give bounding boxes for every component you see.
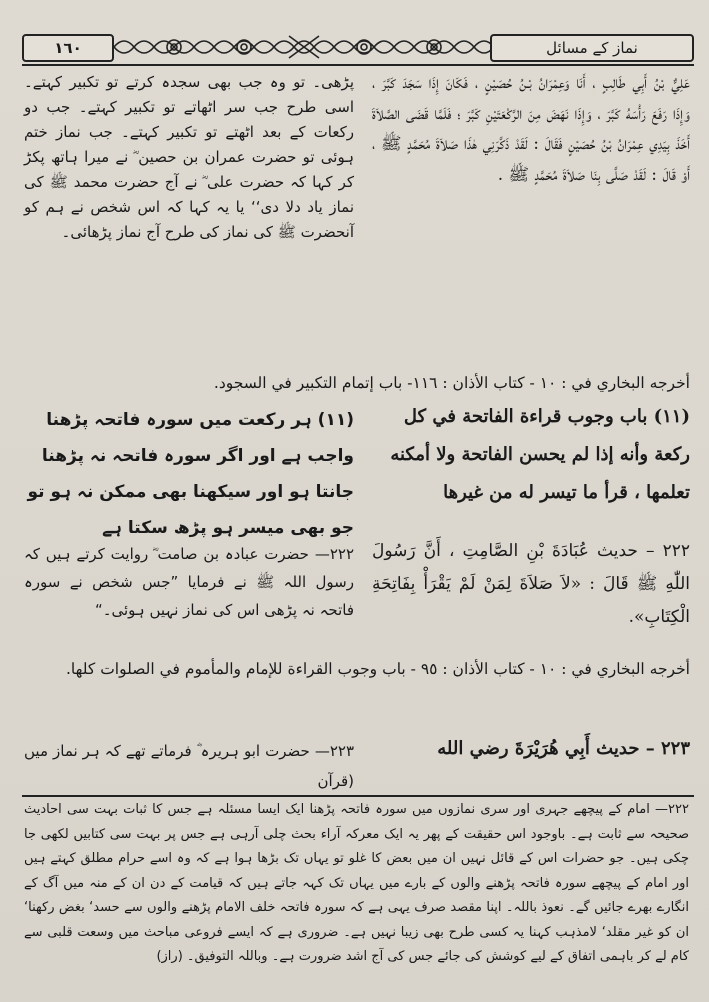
page-number: ١٦٠ [22,34,114,62]
chapter-title: نماز کے مسائل [490,34,694,62]
hadith-222-arabic: ٢٢٢ – حديث عُبَادَةَ بْنِ الصَّامِتِ ، أَنَّ رَسُولَ اللّٰهِ ﷺ قَالَ : «لاَ صَلاَةَ لِمَنْ لَمْ يَقْرَأْ بِفَاتِحَةِ الْكِتَابِ». [372,541,690,627]
page-header [22,32,694,62]
hadith-223-arabic: ٢٢٣ – حديث أَبِي هُرَيْرَةَ رضي الله [437,738,690,759]
hadith-221-urdu: پڑھی۔ تو وہ جب بھی سجدہ کرتے تو تکبیر کہتے۔ اسی طرح جب سر اٹھاتے تو تکبیر کہتے۔ جب دو رکعات کے بعد اٹھتے تو تکبیر کہتے۔ جب نماز ختم ہوئی تو حضرت عمران بن حصین ؓ نے میرا ہاتھ پکڑ کر کہا کہ حضرت علی ؓ نے آج حضرت محمد ﷺ کی نماز یاد دلا دی‘‘ یا یہ کہا کہ اس شخص نے ہم کو آنحضرت ﷺ کی نماز کی طرح آج نماز پڑھائی۔ [24,73,354,241]
decorative-ornament-band [114,32,494,62]
footnote-text: ۲۲۲— امام کے پیچھے جہری اور سری نمازوں میں سورہ فاتحہ پڑھنا ایک ایسا مسئلہ ہے جس کا ثبات بہت سی احادیث صحیحہ سے ثابت ہے۔ باوجود اس حقیقت کے پھر یہ ایک معرکہ آراء بحث چلی آرہی ہے جس پر بہت سی کتابیں لکھی جا چکی ہیں۔ جو حضرات اس کے قائل نہیں ان میں بعض کا غلو تو یہاں تک بڑھا ہوا ہے کہ وہ اسے حرام مطلق کہتے ہیں اور امام کے پیچھے سورہ فاتحہ پڑھنے والوں کے بارے میں یہاں تک کہہ جاتے ہیں کہ قیامت کے دن ان کے منہ میں آگ کے انگارے بھرے جائیں گے۔ نعوذ باللہ۔ اپنا مقصد صرف یہی ہے کہ سورہ فاتحہ خلف الامام پڑھنے والوں سے حسد‘ بغض رکھنا‘ ان کو غیر مقلد‘ لامذہب کہنا یہ کسی طرح بھی زیبا نہیں ہے۔ ضروری ہے کہ ایسے فروعی مباحث میں وسعت قلبی سے کام لے کر باہمی اتفاق کے لیے کوشش کی جائے جس کی آج اشد ضرورت ہے۔ وباللہ التوفیق۔ (راز) [24,802,689,964]
header-divider [22,64,694,66]
hadith-222-urdu: ۲۲۲— حضرت عبادہ بن صامت ؓ روایت کرتے ہیں کہ رسول اللہ ﷺ نے فرمایا ”جس شخص نے سورہ فاتحہ نہ پڑھی اس کی نماز نہیں ہوئی۔“ [24,545,354,619]
hadith-221-source: أخرجه البخاري في : ١٠ - كتاب الأذان : ١١٦- باب إتمام التكبير في السجود. [213,374,690,392]
footnote-divider [22,795,694,797]
chapter-11-arabic-title: (١١) باب وجوب قراءة الفاتحة في كل ركعة وأنه إذا لم يحسن الفاتحة ولا أمكنه تعلمها ، قرأ ما تيسر له من غيرها [390,406,690,503]
hadith-221-arabic: عَلِيٌّ بْنُ أَبِي طَالِبٍ ، أَنَا وَعِمْرَانُ بْـنُ حُصَيْنٍ ، فَكَانَ إِذَا سَجَدَ كَبَّرَ ، وَإِذَا رَفَعَ رَأْسَهُ كَبَّرَ ، وَإِذَا نَهَضَ مِنَ الرَّكْعَتَيْنِ كَبَّرَ ؛ فَلَمَّا قَضَى الصَّلاَةَ أَخَذَ بِيَدِي عِمْرَانُ بْنُ حُصَيْنٍ فَقَالَ : لَقَدْ ذَكَّرَنِي هٰذَا صَلاَةَ مُحَمَّدٍ ﷺ ، أَوْ قَالَ : لَقَدْ صَلَّى بِنَا صَلاَةَ مُحَمَّدٍ ﷺ . [372,73,690,185]
chapter-11-urdu-title: (۱۱) ہر رکعت میں سورہ فاتحہ پڑھنا واجب ہے اور اگر سورہ فاتحہ نہ پڑھنا جانتا ہو اور سیکھنا بھی ممکن نہ ہو تو جو بھی میسر ہو پڑھ سکتا ہے [27,410,354,538]
hadith-222-source: أخرجه البخاري في : ١٠ - كتاب الأذان : ٩٥ - باب وجوب القراءة للإمام والمأموم في الصلوات كلها. [65,660,690,678]
hadith-223-urdu: ۲۲۳— حضرت ابو ہریرہ ؓ فرماتے تھے کہ ہر نماز میں (قرآن [24,742,354,790]
